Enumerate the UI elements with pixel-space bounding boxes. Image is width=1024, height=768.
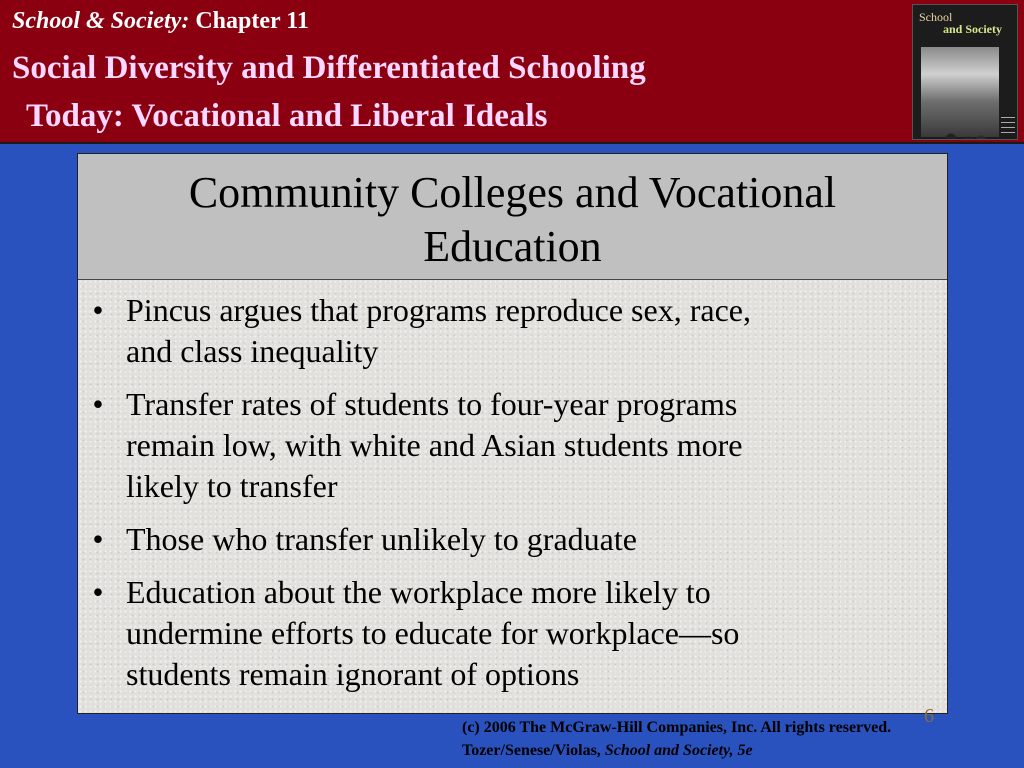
chapter-title-line-2: Today: Vocational and Liberal Ideals: [26, 98, 548, 134]
bullet-text-line: Transfer rates of students to four-year programs: [126, 386, 738, 422]
book-cover-image: [912, 4, 1018, 140]
bullet-text-line: Pincus argues that programs reproduce sex, race,: [126, 292, 751, 328]
page-number: 6: [924, 705, 934, 727]
footer-book-title: School and Society, 5e: [604, 742, 753, 759]
slide-title-band: [78, 154, 947, 280]
bullet-text-line: Education about the workplace more likely to: [126, 574, 711, 610]
bullet-text-line: and class inequality: [126, 333, 379, 369]
book-title: School & Society:: [12, 8, 190, 34]
bullet-marker: •: [92, 292, 104, 328]
bullet-text-line: remain low, with white and Asian students more: [126, 427, 743, 463]
bullet-item: [78, 572, 947, 695]
bullet-marker: •: [92, 521, 104, 557]
cover-photo: [921, 47, 999, 137]
bullet-item: [78, 519, 947, 560]
footer-authors: Tozer/Senese/Violas,: [462, 742, 601, 759]
content-card: [77, 153, 948, 714]
slide-title: [78, 166, 947, 274]
bullet-text-line: Those who transfer unlikely to graduate: [126, 521, 637, 557]
cover-author-block: [1001, 117, 1015, 137]
cover-photo-figures: [941, 127, 991, 140]
bullet-marker: •: [92, 386, 104, 422]
copyright-notice: (c) 2006 The McGraw-Hill Companies, Inc. All rights reserved.: [462, 719, 892, 736]
bullet-text-line: likely to transfer: [126, 468, 338, 504]
bullet-item: [78, 290, 947, 372]
header-bar: [0, 0, 1024, 144]
slide-title-line-1: Community Colleges and Vocational: [188, 168, 837, 217]
chapter-heading: [12, 8, 309, 35]
bullet-list: [78, 290, 947, 707]
slide-title-line-2: Education: [423, 222, 602, 271]
bullet-text-line: undermine efforts to educate for workplace—so: [126, 615, 740, 651]
cover-title-word-2: and Society: [943, 22, 1003, 36]
chapter-number: Chapter 11: [195, 8, 309, 34]
bullet-marker: •: [92, 574, 104, 610]
bullet-item: [78, 384, 947, 507]
bullet-text-line: students remain ignorant of options: [126, 656, 580, 692]
chapter-title-line-1: Social Diversity and Differentiated Schooling: [12, 50, 646, 86]
cover-title-word-1: School: [919, 10, 953, 24]
footer-credits: [462, 716, 891, 762]
